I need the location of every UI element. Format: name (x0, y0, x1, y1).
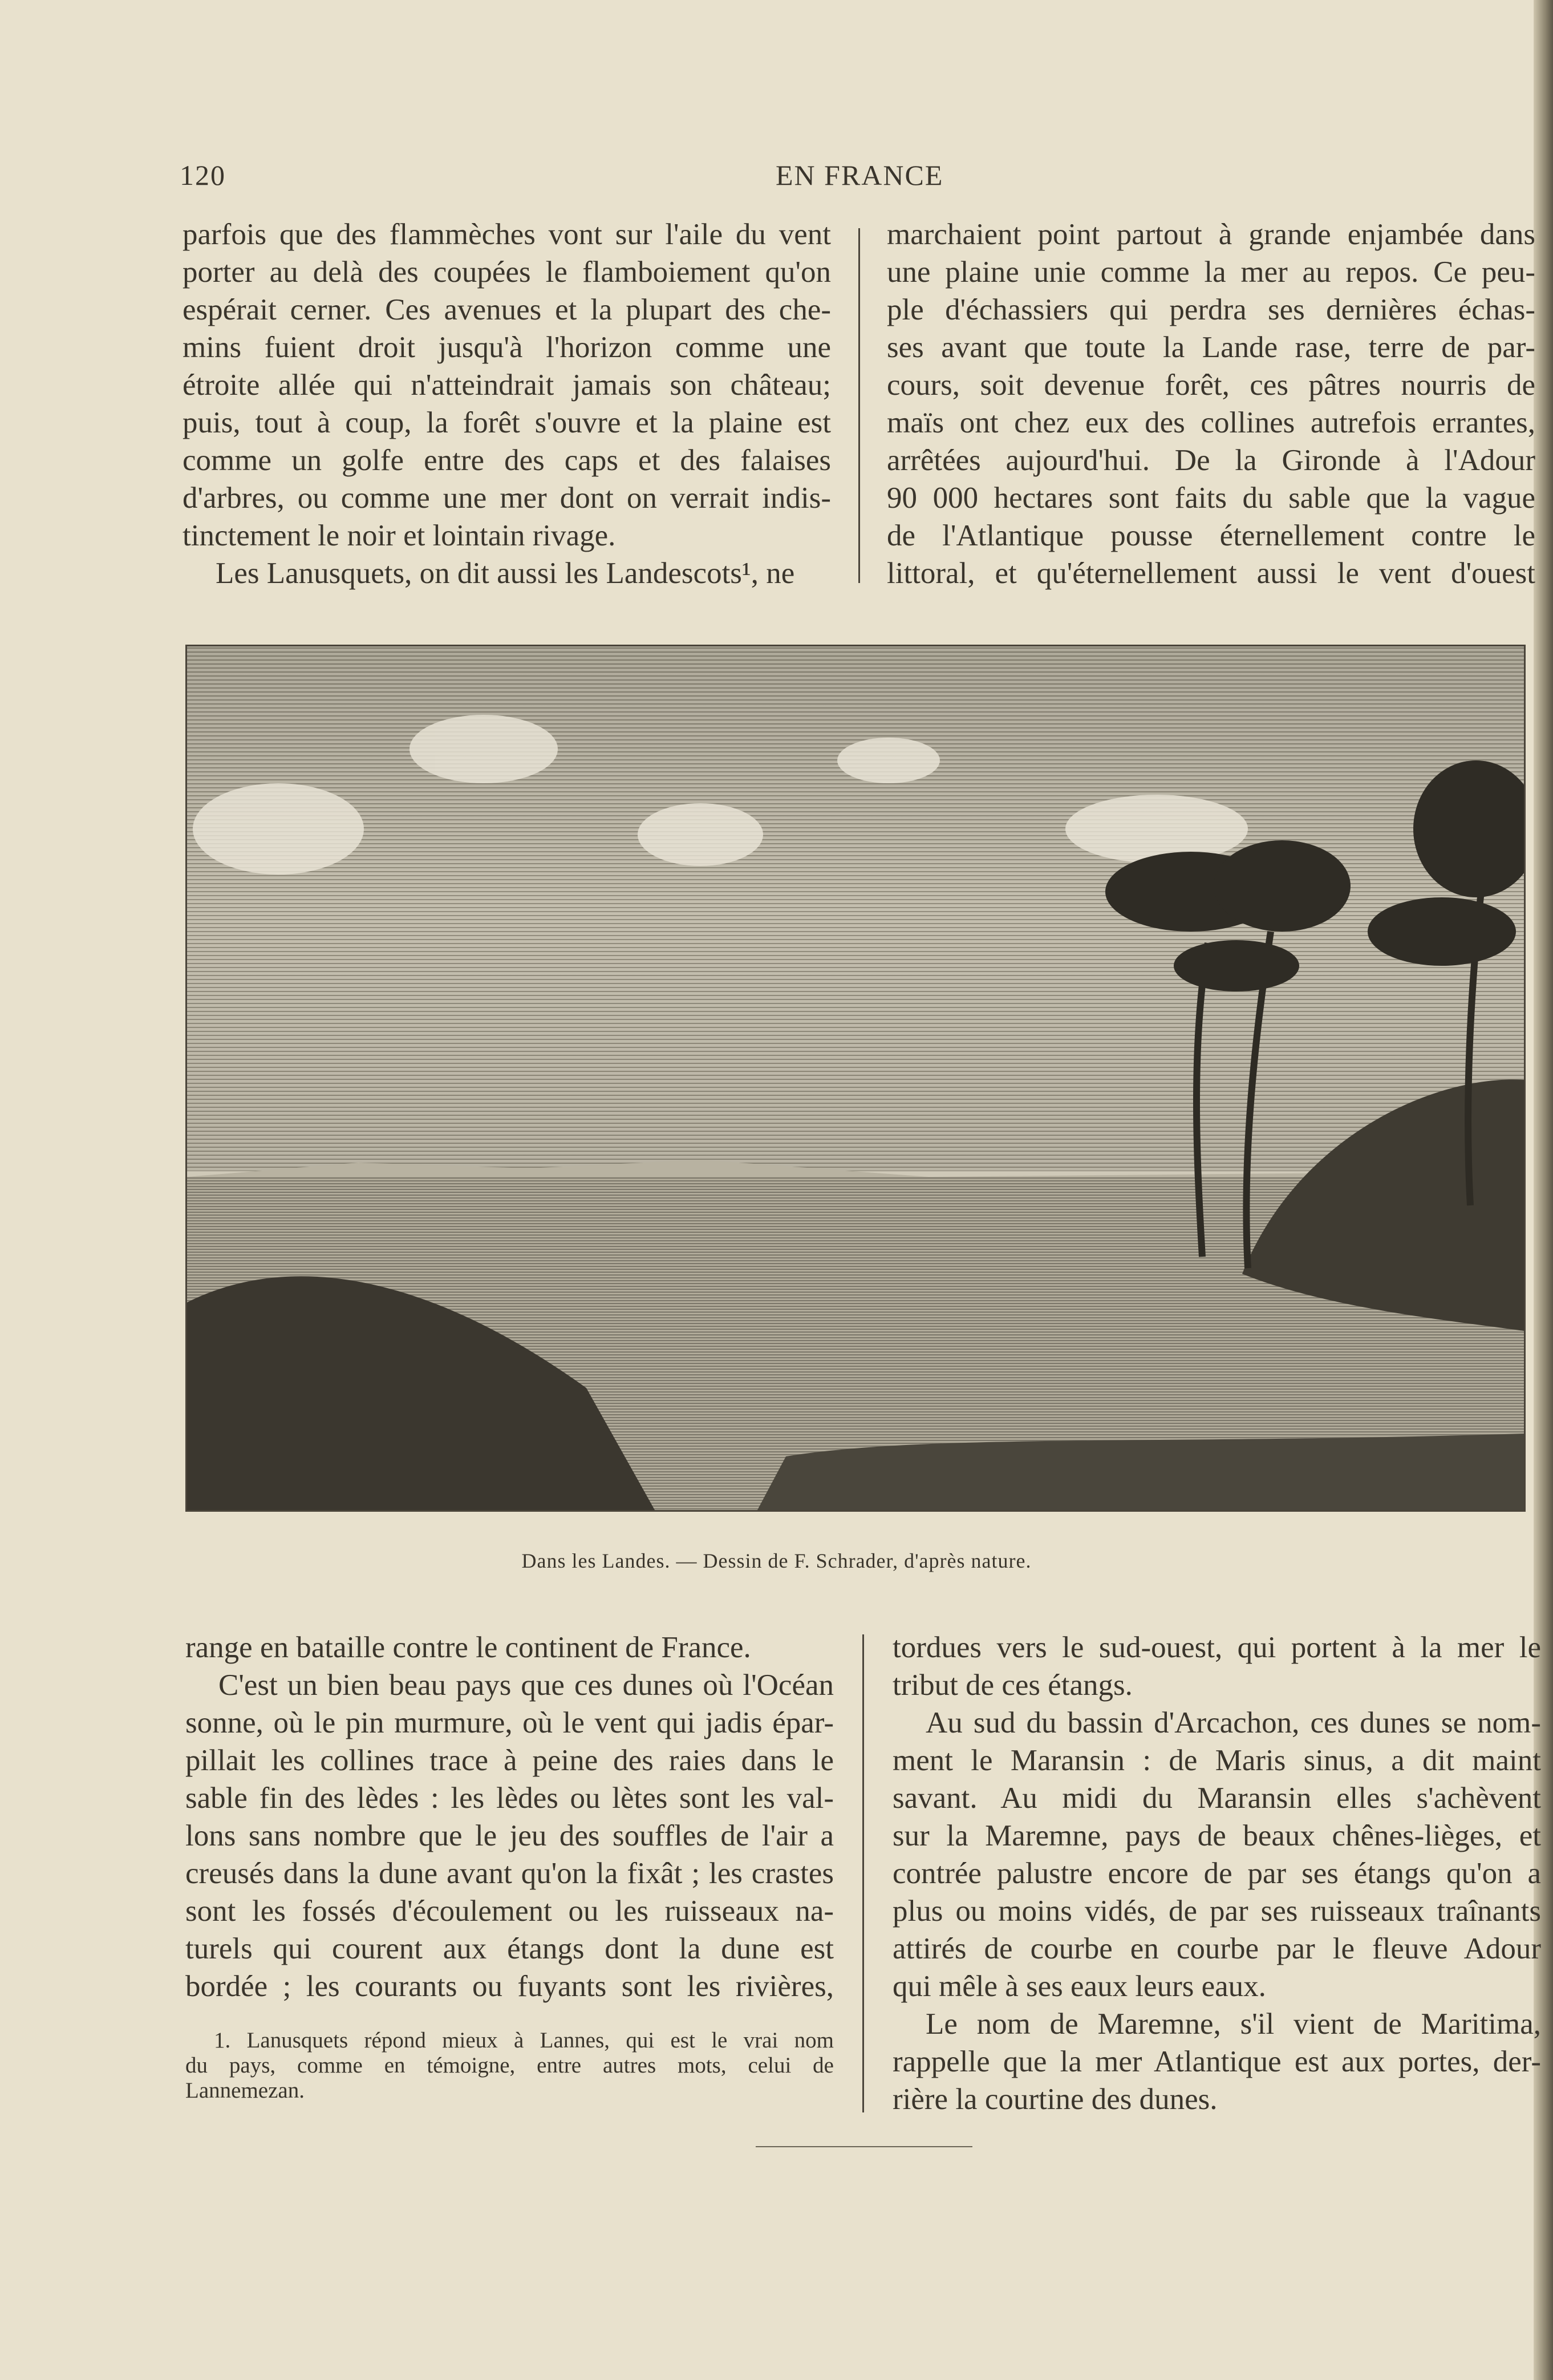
text-line: Au sud du bassin d'Arcachon, ces dunes se nom- (926, 1706, 1541, 1739)
text-line: ple d'échassiers qui perdra ses dernières échas- (887, 293, 1535, 326)
top-left-column (183, 216, 831, 592)
text-line: bordée ; les courants ou fuyants sont les rivières, (185, 1970, 834, 2003)
text-line: d'arbres, ou comme une mer dont on verrait indis- (183, 481, 831, 515)
bottom-left-column (185, 1629, 834, 2005)
text-line: plus ou moins vidés, de par ses ruisseaux traînants (893, 1895, 1541, 1928)
footnote (185, 2028, 834, 2103)
text-line: porter au delà des coupées le flamboiement qu'on (183, 256, 831, 289)
column-rule-top (858, 228, 860, 583)
text-line: tribut de ces étangs. (893, 1669, 1133, 1702)
column-rule-bottom (862, 1634, 864, 2112)
running-title: EN FRANCE (776, 159, 944, 191)
text-line: rière la courtine des dunes. (893, 2083, 1218, 2116)
text-line: du pays, comme en témoigne, entre autres mots, celui de (185, 2053, 834, 2078)
text-line: contrée palustre encore de par ses étangs qu'on a (893, 1857, 1541, 1890)
text-line: une plaine unie comme la mer au repos. Ce peu- (887, 256, 1535, 289)
text-line: espérait cerner. Ces avenues et la plupart des che- (183, 293, 831, 326)
text-line: Le nom de Maremne, s'il vient de Maritima, (926, 2007, 1541, 2041)
text-line: maïs ont chez eux des collines autrefois errantes, (887, 406, 1535, 439)
text-line: rappelle que la mer Atlantique est aux portes, der- (893, 2045, 1541, 2078)
text-line: 90 000 hectares sont faits du sable que la vague (887, 481, 1535, 515)
text-line: Lannemezan. (185, 2078, 305, 2103)
text-line: attirés de courbe en courbe par le fleuve Adour (893, 1932, 1541, 1965)
text-line: 1. Lanusquets répond mieux à Lannes, qui est le vrai nom (214, 2028, 834, 2053)
text-line: creusés dans la dune avant qu'on la fixât ; les crastes (185, 1857, 834, 1890)
text-line: tordues vers le sud-ouest, qui portent à la mer le (893, 1631, 1541, 1664)
text-line: savant. Au midi du Maransin elles s'achèvent (893, 1782, 1541, 1815)
top-right-column (887, 216, 1535, 592)
text-line: range en bataille contre le continent de France. (185, 1631, 751, 1664)
text-line: tinctement le noir et lointain rivage. (183, 519, 616, 552)
text-line: littoral, et qu'éternellement aussi le vent d'ouest (887, 557, 1535, 590)
text-line: comme un golfe entre des caps et des falaises (183, 444, 831, 477)
text-line: parfois que des flammèches vont sur l'aile du vent (183, 218, 831, 251)
text-line: ses avant que toute la Lande rase, terre de par- (887, 331, 1535, 364)
text-line: mins fuient droit jusqu'à l'horizon comme une (183, 331, 831, 364)
text-line: qui mêle à ses eaux leurs eaux. (893, 1970, 1266, 2003)
text-line: marchaient point partout à grande enjambée dans (887, 218, 1535, 251)
text-line: ment le Maransin : de Maris sinus, a dit maint (893, 1744, 1541, 1777)
text-line: turels qui courent aux étangs dont la dune est (185, 1932, 834, 1965)
page-number: 120 (180, 159, 226, 191)
text-line: étroite allée qui n'atteindrait jamais son château; (183, 369, 831, 402)
text-line: sable fin des lèdes : les lèdes ou lètes sont les val- (185, 1782, 834, 1815)
text-line: sont les fossés d'écoulement ou les ruisseaux na- (185, 1895, 834, 1928)
bottom-right-column (893, 1629, 1541, 2118)
text-line: cours, soit devenue forêt, ces pâtres nourris de (887, 369, 1535, 402)
text-line: lons sans nombre que le jeu des souffles de l'air a (185, 1819, 834, 1852)
text-line: sur la Maremne, pays de beaux chênes-lièges, et (893, 1819, 1541, 1852)
end-rule (756, 2146, 972, 2147)
engraving-illustration (185, 645, 1526, 1512)
text-line: C'est un bien beau pays que ces dunes où l'Océan (218, 1669, 834, 1702)
text-line: pillait les collines trace à peine des raies dans le (185, 1744, 834, 1777)
text-line: Les Lanusquets, on dit aussi les Landescots¹, ne (216, 557, 795, 590)
text-line: de l'Atlantique pousse éternellement contre le (887, 519, 1535, 552)
text-line: puis, tout à coup, la forêt s'ouvre et la plaine est (183, 406, 831, 439)
figure-caption: Dans les Landes. — Dessin de F. Schrader, d'après nature. (521, 1549, 1032, 1572)
text-line: arrêtées aujourd'hui. De la Gironde à l'Adour (887, 444, 1535, 477)
text-line: sonne, où le pin murmure, où le vent qui jadis épar- (185, 1706, 834, 1739)
